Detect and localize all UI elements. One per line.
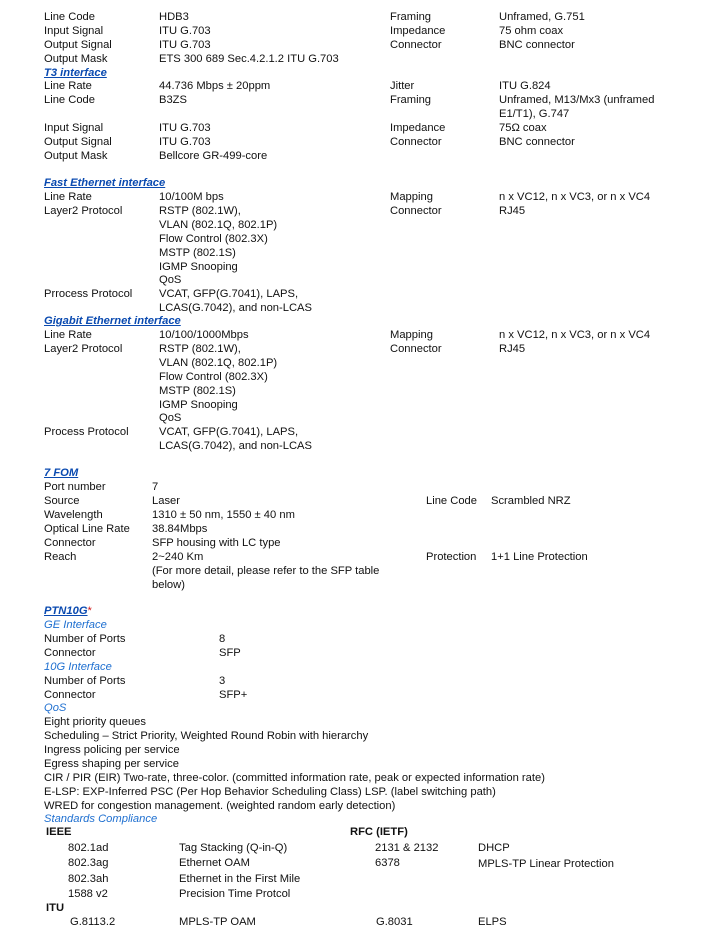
ieee-desc: Tag Stacking (Q-in-Q) <box>179 842 288 854</box>
value-layer2-item: RSTP (802.1W), <box>159 343 241 355</box>
ieee-code: 1588 v2 <box>68 888 108 900</box>
label-optical-line-rate: Optical Line Rate <box>44 523 130 535</box>
value-connector: BNC connector <box>499 39 575 51</box>
label-reach: Reach <box>44 551 77 563</box>
ieee-code: 802.1ad <box>68 842 109 854</box>
ieee-code: 802.3ah <box>68 873 109 885</box>
value-layer2-item: MSTP (802.1S) <box>159 247 236 259</box>
value-connector: SFP housing with LC type <box>152 537 281 549</box>
qos-line: CIR / PIR (EIR) Two-rate, three-color. (committed information rate, peak or expected information rate) <box>44 772 545 784</box>
label-impedance: Impedance <box>390 122 446 134</box>
qos-line: Scheduling – Strict Priority, Weighted Round Robin with hierarchy <box>44 730 369 742</box>
label-line-rate: Line Rate <box>44 191 92 203</box>
value-layer2-item: VLAN (802.1Q, 802.1P) <box>159 357 278 369</box>
value-line-code: Scrambled NRZ <box>491 495 571 507</box>
label-line-code: Line Code <box>426 495 478 507</box>
value-layer2-item: QoS <box>159 412 182 424</box>
label-process-protocol: Prrocess Protocol <box>44 288 133 300</box>
label-process-protocol: Process Protocol <box>44 426 129 438</box>
label-output-mask: Output Mask <box>44 53 108 65</box>
value-framing-cont: E1/T1), G.747 <box>499 108 570 120</box>
qos-line: Eight priority queues <box>44 716 146 728</box>
label-number-of-ports: Number of Ports <box>44 675 126 687</box>
value-source: Laser <box>152 495 180 507</box>
value-layer2-item: QoS <box>159 274 182 286</box>
standards-subheading: Standards Compliance <box>44 813 158 825</box>
qos-line: Ingress policing per service <box>44 744 180 756</box>
value-process-protocol: VCAT, GFP(G.7041), LAPS, <box>159 288 299 300</box>
value-layer2-item: VLAN (802.1Q, 802.1P) <box>159 219 278 231</box>
ptn-heading-line <box>44 605 92 618</box>
rfc-code: 6378 <box>375 857 400 869</box>
value-output-mask: Bellcore GR-499-core <box>159 150 268 162</box>
label-protection: Protection <box>426 551 477 563</box>
label-connector: Connector <box>44 647 96 659</box>
qos-line: E-LSP: EXP-Inferred PSC (Per Hop Behavior Scheduling Class) LSP. (label switching path) <box>44 786 496 798</box>
qos-line: Egress shaping per service <box>44 758 179 770</box>
label-connector: Connector <box>44 689 96 701</box>
qos-subheading: QoS <box>44 702 67 714</box>
ptn-heading: PTN10G <box>44 605 88 617</box>
label-layer2-protocol: Layer2 Protocol <box>44 343 123 355</box>
value-framing: Unframed, M13/Mx3 (unframed <box>499 94 655 106</box>
value-connector: SFP+ <box>219 689 248 701</box>
label-output-signal: Output Signal <box>44 39 112 51</box>
ieee-desc: Ethernet OAM <box>179 857 250 869</box>
value-number-of-ports: 8 <box>219 633 226 645</box>
label-connector: Connector <box>44 537 96 549</box>
value-framing: Unframed, G.751 <box>499 11 585 23</box>
label-line-rate: Line Rate <box>44 80 92 92</box>
label-mapping: Mapping <box>390 191 433 203</box>
value-line-rate: 44.736 Mbps ± 20ppm <box>159 80 271 92</box>
value-process-protocol: VCAT, GFP(G.7041), LAPS, <box>159 426 299 438</box>
rfc-label: RFC (IETF) <box>350 826 408 838</box>
ieee-label: IEEE <box>46 826 72 838</box>
label-port-number: Port number <box>44 481 106 493</box>
value-line-code: B3ZS <box>159 94 187 106</box>
value-protection: 1+1 Line Protection <box>491 551 588 563</box>
label-input-signal: Input Signal <box>44 25 104 37</box>
value-connector: BNC connector <box>499 136 575 148</box>
label-connector: Connector <box>390 205 442 217</box>
label-input-signal: Input Signal <box>44 122 104 134</box>
label-connector: Connector <box>390 39 442 51</box>
value-mapping: n x VC12, n x VC3, or n x VC4 <box>499 329 651 341</box>
value-line-rate: 10/100/1000Mbps <box>159 329 249 341</box>
value-layer2-item: IGMP Snooping <box>159 261 238 273</box>
label-wavelength: Wavelength <box>44 509 103 521</box>
value-connector: SFP <box>219 647 241 659</box>
value-mapping: n x VC12, n x VC3, or n x VC4 <box>499 191 651 203</box>
value-layer2-item: Flow Control (802.3X) <box>159 371 268 383</box>
asterisk-icon: * <box>87 605 92 617</box>
value-impedance: 75 ohm coax <box>499 25 564 37</box>
value-wavelength: 1310 ± 50 nm, 1550 ± 40 nm <box>152 509 295 521</box>
rfc-code: 2131 & 2132 <box>375 842 439 854</box>
ieee-desc: Ethernet in the First Mile <box>179 873 301 885</box>
fom-heading: 7 FOM <box>44 467 79 479</box>
value-layer2-item: Flow Control (802.3X) <box>159 233 268 245</box>
value-input-signal: ITU G.703 <box>159 25 211 37</box>
label-number-of-ports: Number of Ports <box>44 633 126 645</box>
value-process-protocol-cont: LCAS(G.7042), and non-LCAS <box>159 440 312 452</box>
label-framing: Framing <box>390 94 432 106</box>
value-layer2-item: IGMP Snooping <box>159 399 238 411</box>
reach-note-cont: below) <box>152 579 185 591</box>
reach-note: (For more detail, please refer to the SFP table <box>152 565 380 577</box>
label-connector: Connector <box>390 136 442 148</box>
itu-label: ITU <box>46 902 65 914</box>
10g-interface-subheading: 10G Interface <box>44 661 112 673</box>
fe-heading: Fast Ethernet interface <box>44 177 166 189</box>
value-process-protocol-cont: LCAS(G.7042), and non-LCAS <box>159 302 312 314</box>
value-output-signal: ITU G.703 <box>159 39 211 51</box>
value-connector: RJ45 <box>499 343 526 355</box>
rfc-desc: MPLS-TP Linear Protection <box>478 858 614 870</box>
value-number-of-ports: 3 <box>219 675 226 687</box>
ieee-code: 802.3ag <box>68 857 109 869</box>
itu-desc: MPLS-TP OAM <box>179 916 256 928</box>
value-reach: 2~240 Km <box>152 551 204 563</box>
itu-desc: ELPS <box>478 916 507 928</box>
value-output-mask: ETS 300 689 Sec.4.2.1.2 ITU G.703 <box>159 53 339 65</box>
label-line-rate: Line Rate <box>44 329 92 341</box>
label-jitter: Jitter <box>390 80 415 92</box>
label-source: Source <box>44 495 80 507</box>
qos-line: WRED for congestion management. (weighted random early detection) <box>44 800 396 812</box>
value-port-number: 7 <box>152 481 159 493</box>
value-layer2-item: MSTP (802.1S) <box>159 385 236 397</box>
value-layer2-item: RSTP (802.1W), <box>159 205 241 217</box>
itu-code: G.8113.2 <box>70 916 116 928</box>
value-line-rate: 10/100M bps <box>159 191 224 203</box>
label-impedance: Impedance <box>390 25 446 37</box>
rfc-desc: DHCP <box>478 842 510 854</box>
label-line-code: Line Code <box>44 11 96 23</box>
ge-heading: Gigabit Ethernet interface <box>44 315 181 327</box>
value-input-signal: ITU G.703 <box>159 122 211 134</box>
value-impedance: 75Ω coax <box>499 122 547 134</box>
label-output-signal: Output Signal <box>44 136 112 148</box>
ge-interface-subheading: GE Interface <box>44 619 107 631</box>
label-output-mask: Output Mask <box>44 150 108 162</box>
label-connector: Connector <box>390 343 442 355</box>
value-optical-line-rate: 38.84Mbps <box>152 523 208 535</box>
label-line-code: Line Code <box>44 94 96 106</box>
label-mapping: Mapping <box>390 329 433 341</box>
label-framing: Framing <box>390 11 432 23</box>
value-jitter: ITU G.824 <box>499 80 551 92</box>
t3-heading: T3 interface <box>44 67 107 79</box>
label-layer2-protocol: Layer2 Protocol <box>44 205 123 217</box>
value-line-code: HDB3 <box>159 11 189 23</box>
value-connector: RJ45 <box>499 205 526 217</box>
ieee-desc: Precision Time Protcol <box>179 888 291 900</box>
value-output-signal: ITU G.703 <box>159 136 211 148</box>
itu-code: G.8031 <box>376 916 413 928</box>
